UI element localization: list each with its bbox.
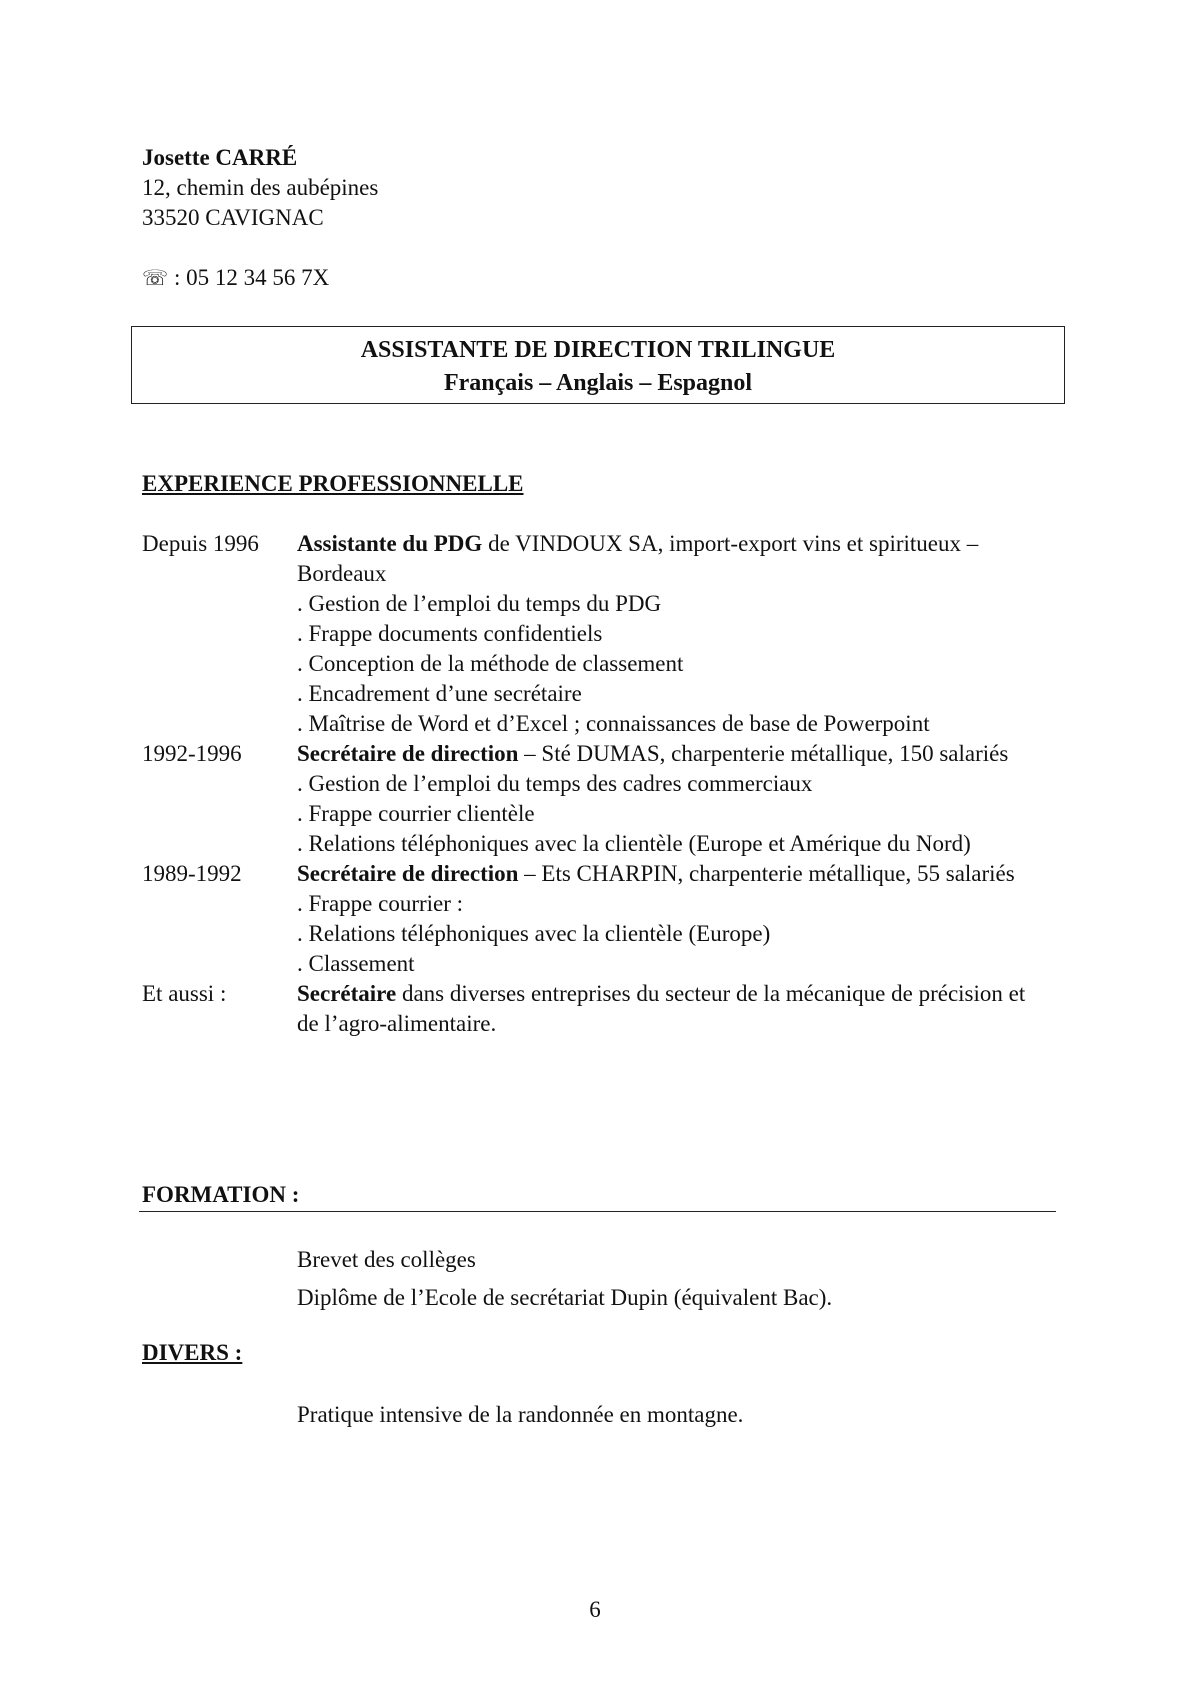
experience-entry [142,739,1042,859]
divers-heading: DIVERS : [142,1340,243,1365]
experience-task: . Relations téléphoniques avec la clientèle (Europe et Amérique du Nord) [297,831,971,856]
divers-item: Pratique intensive de la randonnée en montagne. [297,1402,744,1427]
experience-task: . Conception de la méthode de classement [297,651,684,676]
experience-role: Secrétaire de direction [297,741,519,766]
languages-line: Français – Anglais – Espagnol [443,370,753,396]
telephone-icon: ☏ [142,266,169,290]
formation-list [297,1241,832,1317]
experience-role: Secrétaire [297,981,397,1006]
experience-task: . Frappe courrier clientèle [297,801,535,826]
address-line-1: 12, chemin des aubépines [142,175,379,200]
experience-task: . Gestion de l’emploi du temps des cadres commerciaux [297,771,813,796]
experience-date: Et aussi : [142,981,227,1006]
formation-heading: FORMATION : [142,1182,300,1207]
experience-detail: – Sté DUMAS, charpenterie métallique, 150 salariés [518,741,1009,766]
job-title: ASSISTANTE DE DIRECTION TRILINGUE [360,337,836,363]
experience-task: . Maîtrise de Word et d’Excel ; connaissances de base de Powerpoint [297,711,930,736]
job-title-box [131,326,1065,404]
experience-headline [297,739,1042,769]
experience-list [142,529,1042,1039]
phone-number: : 05 12 34 56 7X [168,265,330,290]
experience-task: . Classement [297,951,415,976]
phone-line [142,263,329,293]
experience-detail: dans diverses entreprises du secteur de la mécanique de précision et de l’agro-alimentaire. [297,981,1026,1036]
experience-entry [142,529,1042,739]
experience-detail: – Ets CHARPIN, charpenterie métallique, 55 salariés [518,861,1015,886]
experience-task: . Encadrement d’une secrétaire [297,681,582,706]
experience-date: 1992-1996 [142,741,242,766]
formation-divider [139,1211,1056,1212]
contact-block [142,143,378,233]
page-number: 6 [589,1597,601,1622]
contact-name: Josette CARRÉ [142,145,298,170]
formation-item: Diplôme de l’Ecole de secrétariat Dupin (équivalent Bac). [297,1285,833,1310]
experience-date: 1989-1992 [142,861,242,886]
experience-headline [297,979,1042,1039]
experience-task: . Frappe courrier : [297,891,464,916]
experience-body [297,529,1042,739]
experience-task: . Frappe documents confidentiels [297,621,603,646]
formation-item: Brevet des collèges [297,1247,476,1272]
address-line-2: 33520 CAVIGNAC [142,205,324,230]
experience-headline [297,529,1042,589]
experience-headline [297,859,1042,889]
experience-role: Secrétaire de direction [297,861,519,886]
experience-entry [142,859,1042,979]
experience-body [297,859,1042,979]
experience-task: . Relations téléphoniques avec la clientèle (Europe) [297,921,771,946]
experience-date: Depuis 1996 [142,531,259,556]
experience-detail: de VINDOUX SA, import-export vins et spiritueux – Bordeaux [297,531,979,586]
experience-entry [142,979,1042,1039]
experience-body [297,979,1042,1039]
divers-list [297,1400,743,1430]
experience-body [297,739,1042,859]
experience-role: Assistante du PDG [297,531,483,556]
experience-task: . Gestion de l’emploi du temps du PDG [297,591,662,616]
experience-heading: EXPERIENCE PROFESSIONNELLE [142,471,524,496]
